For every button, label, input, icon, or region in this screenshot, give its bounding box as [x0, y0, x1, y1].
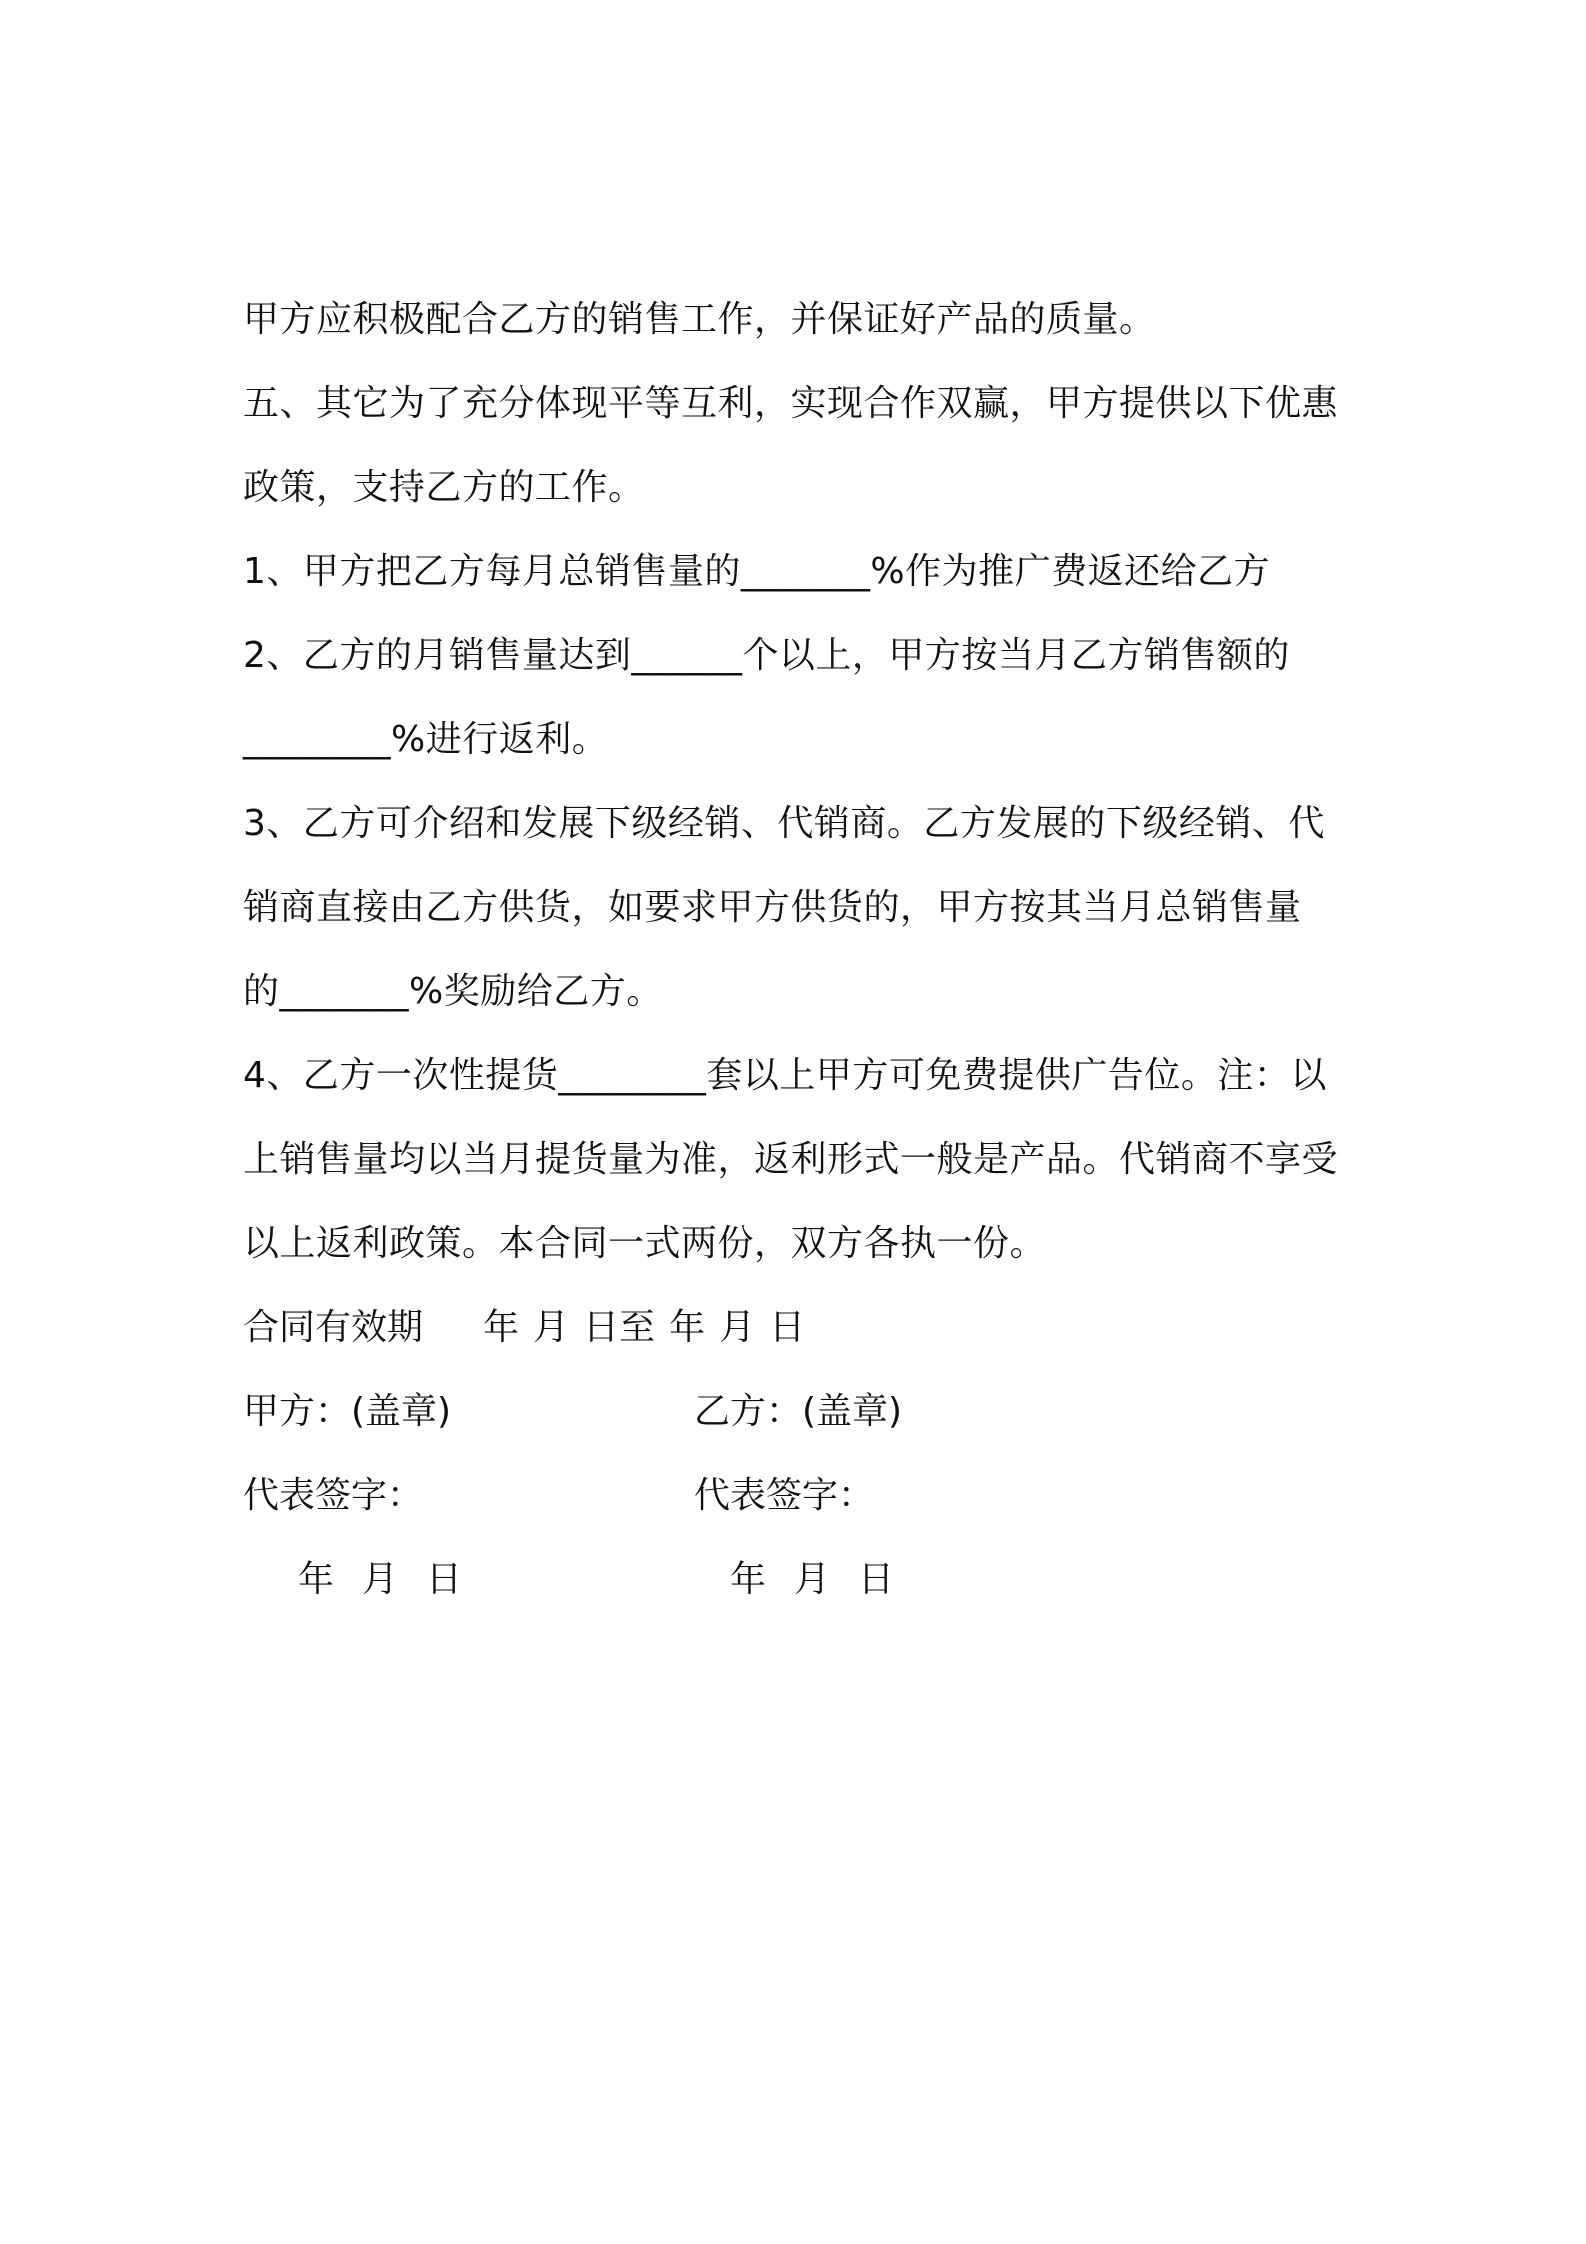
date-row	[243, 1538, 1363, 1622]
paragraph-line: ________%进行返利。	[243, 719, 609, 760]
seal-row	[243, 1370, 1363, 1454]
paragraph-line: 的_______%奖励给乙方。	[243, 971, 663, 1012]
party-b-day: 日	[858, 1559, 895, 1600]
clause-2-line: 2、乙方的月销售量达到______个以上，甲方按当月乙方销售额的	[243, 635, 1290, 676]
paragraph-line: 以上返利政策。本合同一式两份，双方各执一份。	[243, 1223, 1047, 1264]
party-b-month: 月	[794, 1559, 831, 1600]
party-b-year: 年	[730, 1559, 767, 1600]
contract-body	[243, 278, 1363, 1622]
validity-month-2: 月	[719, 1307, 756, 1348]
paragraph-line: 甲方应积极配合乙方的销售工作，并保证好产品的质量。	[243, 299, 1156, 340]
validity-year-1: 年	[483, 1307, 520, 1348]
validity-period-row	[243, 1286, 1363, 1370]
clause-4-line: 4、乙方一次性提货________套以上甲方可免费提供广告位。注：以	[243, 1055, 1327, 1096]
signature-row	[243, 1454, 1363, 1538]
party-a-signature: 代表签字：	[243, 1475, 424, 1516]
validity-month-1: 月	[533, 1307, 570, 1348]
paragraph-line: 上销售量均以当月提货量为准，返利形式一般是产品。代销商不享受	[243, 1139, 1339, 1180]
validity-day-to: 日至	[583, 1307, 656, 1348]
validity-label: 合同有效期	[243, 1307, 424, 1348]
paragraph-line: 销商直接由乙方供货，如要求甲方供货的，甲方按其当月总销售量	[243, 887, 1302, 928]
clause-1-line: 1、甲方把乙方每月总销售量的_______%作为推广费返还给乙方	[243, 551, 1271, 592]
validity-day-2: 日	[769, 1307, 806, 1348]
party-b-signature: 代表签字：	[694, 1475, 875, 1516]
party-a-date	[298, 1538, 462, 1622]
party-a-seal: 甲方：(盖章)	[243, 1391, 452, 1432]
party-a-year: 年	[298, 1559, 335, 1600]
party-b-date	[730, 1538, 894, 1622]
party-a-month: 月	[362, 1559, 399, 1600]
section-five-line: 五、其它为了充分体现平等互利，实现合作双赢，甲方提供以下优惠	[243, 383, 1339, 424]
party-a-day: 日	[426, 1559, 463, 1600]
clause-3-line: 3、乙方可介绍和发展下级经销、代销商。乙方发展的下级经销、代	[243, 803, 1325, 844]
validity-year-2: 年	[669, 1307, 706, 1348]
party-b-seal: 乙方：(盖章)	[694, 1391, 903, 1432]
paragraph-line: 政策，支持乙方的工作。	[243, 467, 645, 508]
